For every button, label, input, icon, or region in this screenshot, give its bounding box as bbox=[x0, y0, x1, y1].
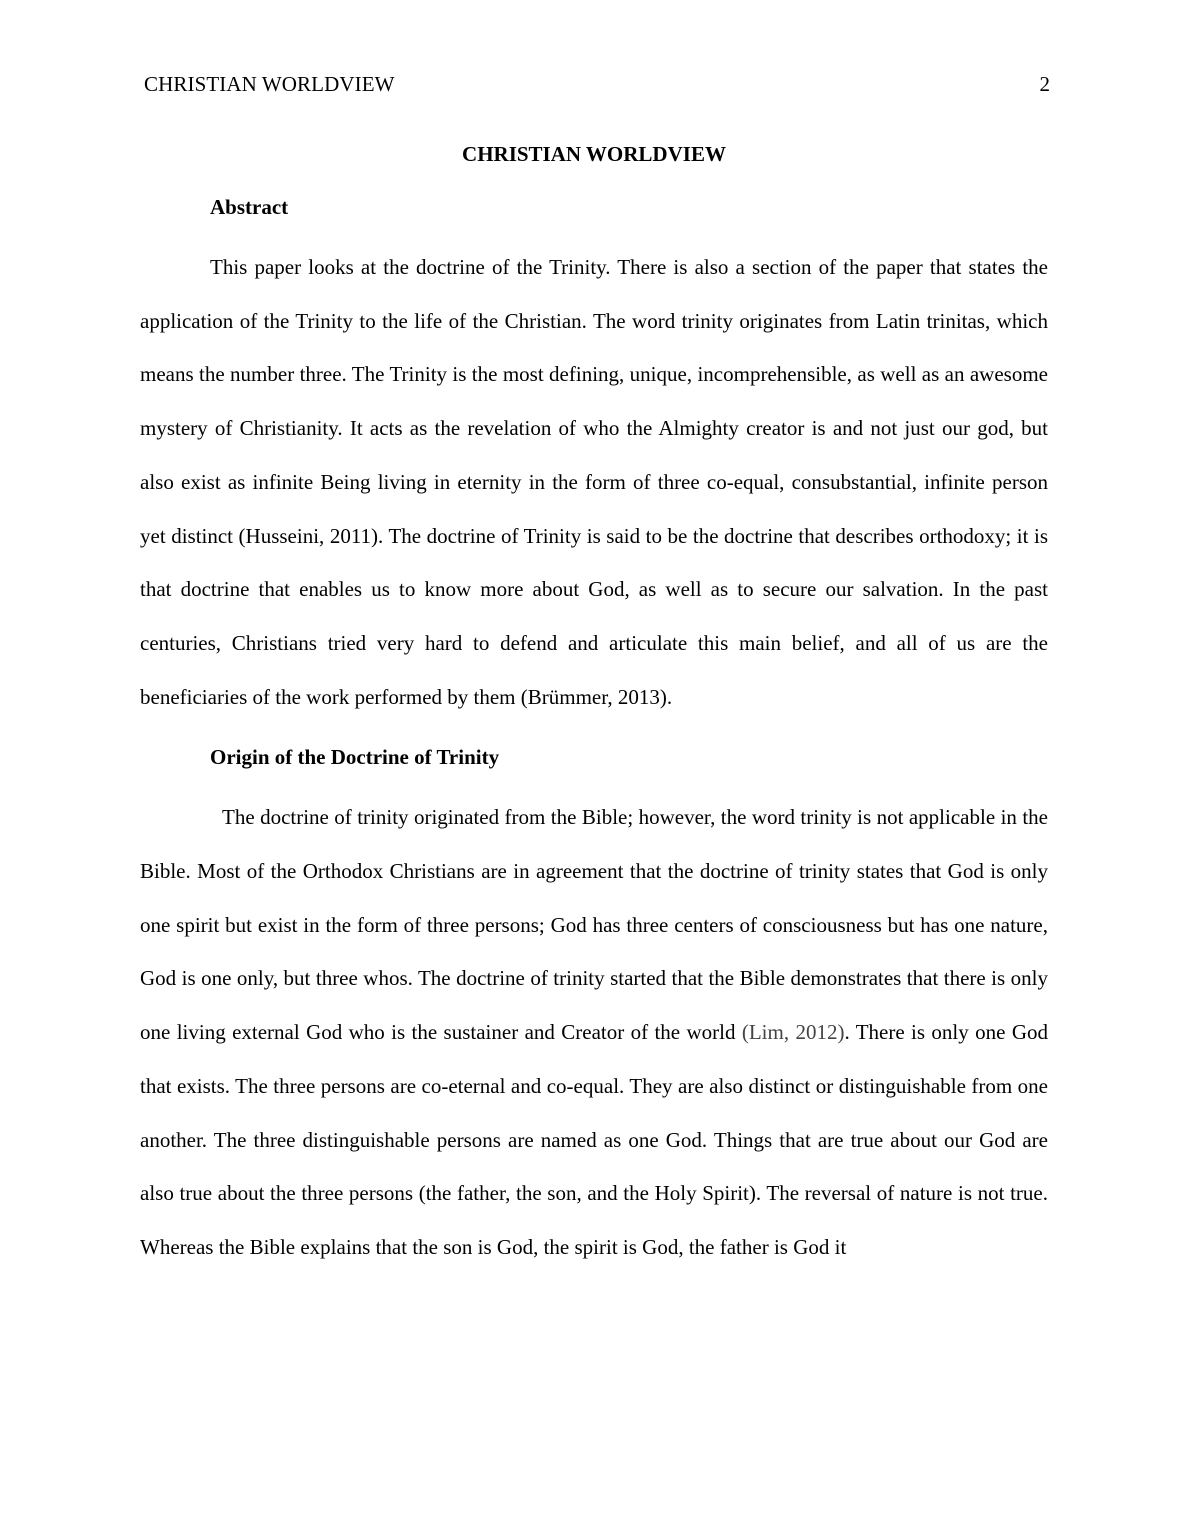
section-paragraph bbox=[140, 791, 1048, 1274]
section-text-after-citation: . There is only one God that exists. The three persons are co-eternal and co-equal. They are also distinct or distinguishable from one another. The three distinguishable persons are named as one God. Things that are true about our God are also true about the three persons (the father, the son, and the Holy Spirit). The reversal of nature is not true. Whereas the Bible explains that the son is God, the spirit is God, the father is God it bbox=[140, 1020, 1048, 1259]
abstract-heading: Abstract bbox=[210, 195, 289, 219]
page-number: 2 bbox=[1039, 72, 1050, 96]
document-body bbox=[140, 134, 1048, 1275]
document-title: CHRISTIAN WORLDVIEW bbox=[462, 142, 726, 166]
section-heading: Origin of the Doctrine of Trinity bbox=[210, 745, 500, 770]
abstract-paragraph: This paper looks at the doctrine of the Trinity. There is also a section of the paper that states the application of the Trinity to the life of the Christian. The word trinity originates from Latin trinitas, which means the number three. The Trinity is the most defining, unique, incomprehensible, as well as an awesome mystery of Christianity. It acts as the revelation of who the Almighty creator is and not just our god, but also exist as infinite Being living in eternity in the form of three co-equal, consubstantial, infinite person yet distinct (Husseini, 2011). The doctrine of Trinity is said to be the doctrine that describes orthodoxy; it is that doctrine that enables us to know more about God, as well as to secure our salvation. In the past centuries, Christians tried very hard to defend and articulate this main belief, and all of us are the beneficiaries of the work performed by them (Brümmer, 2013). bbox=[140, 255, 1048, 709]
section-citation: (Lim, 2012) bbox=[741, 1020, 845, 1045]
running-head: CHRISTIAN WORLDVIEW bbox=[144, 72, 395, 96]
section-text-before-citation: The doctrine of trinity originated from the Bible; however, the word trinity is not applicable in the Bible. Most of the Orthodox Christians are in agreement that the doctrine of trinity states that God is only one spirit but exist in the form of three persons; God has three centers of consciousness but has one nature, God is one only, but three whos. The doctrine of trinity started that the Bible demonstrates that there is only one living external God who is the sustainer and Creator of the world bbox=[140, 805, 1048, 1045]
